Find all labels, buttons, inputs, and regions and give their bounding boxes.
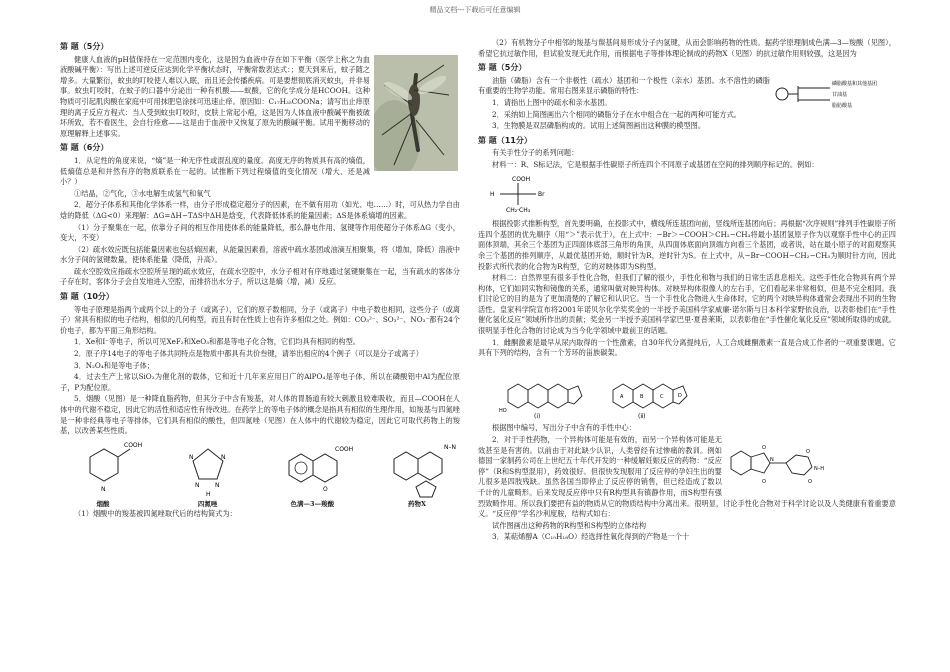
nicotinic-acid-label: 烟酸 — [96, 499, 110, 508]
tetrazole-icon — [165, 439, 251, 499]
molecule-structures — [60, 439, 460, 510]
question-2-title: 第 题（6分） — [60, 143, 109, 153]
svg-text:O: O — [762, 445, 766, 452]
nicotinic-acid-structure — [60, 439, 146, 510]
q4-text-c: 显示磷脂的特性： — [585, 86, 644, 96]
svg-text:N: N — [770, 457, 774, 464]
q5-paragraph-8: 3．某萜烯醇A（C₁₀H₁₈O）经选择性氧化得到的产物是一个十 — [492, 532, 690, 542]
left-column — [60, 38, 460, 521]
drug-x-label: 药物X — [407, 499, 426, 508]
q4-paragraph-4: 3．生物膜是双层磷脂构成的。试用上述简图画出这种膜的模型图。 — [492, 121, 706, 131]
svg-text:N: N — [220, 453, 226, 461]
q2-paragraph-4: （1）分子聚集在一起，依靠分子间的相互作用使体系的能量降低，那么静电作用、氢键等作用使超分子体系ΔG（变小，变大，不变） — [60, 222, 460, 243]
question-4-title: 第 题（5分） — [478, 63, 527, 73]
steroid-ho: HO — [499, 407, 507, 414]
q3-paragraph-4: 3．N₂O₄和是等电子体； — [74, 360, 155, 370]
chroman-acid-label: 色满—3—羧酸 — [290, 499, 335, 508]
chroman-acid-structure — [269, 439, 355, 510]
drug-x-icon — [374, 439, 460, 499]
q4-paragraph-2: 1．请指出上图中的疏水和亲水基团。 — [492, 97, 612, 107]
q5-paragraph-6: 2．对于手性药物，一个异构体可能是有效的，而另一个异构体可能是无效甚至是有害的。以前由于对此缺少认识，人类曾经有过惨痛的教训。例如德国一家制药公司在上世纪五十年代开发的一种缓解妊娠反应的药物：“反应停”（R和S构型混用），药效很好。但很快发现服用了反应停的孕妇生出的婴儿很多是四肢残缺。虽然各国当即停止了反应停的销售，但已经造成了数以千计的儿童畸形。后来发现反应停中只有R构型具有镇静作用，而S构型有强烈致畸作用。所以我们要把有益的物质从它的物质结构中分离出来。很明显，讨论手性化合物对于科学讨论以及人类健康有着重要意义。“反应停”学名沙利度胺，结构式如右： — [478, 435, 896, 519]
phospholipid-diagram — [774, 76, 894, 114]
q5-intro: 有关手性分子的系列问题： — [492, 148, 579, 158]
drug-x-structure — [374, 439, 460, 510]
svg-text:N: N — [188, 453, 194, 461]
q3-paragraph-3: 2．原子序14电子的等电子体共同特点是物质中都具有共价叁键，请举出相应的4个例子（可以是分子或离子） — [74, 349, 423, 359]
svg-text:N–H: N–H — [814, 466, 824, 473]
q5-material-1: 材料一：R、S标记法，它是根据手性碳原子所连四个不同原子或基团在空间的排列顺序标记的。例如： — [492, 159, 819, 169]
svg-text:COOH: COOH — [335, 445, 354, 453]
lipid-label-glycerol: 甘油基 — [832, 91, 848, 98]
chroman-acid-icon — [269, 439, 355, 499]
q5-paragraph-7: 试作图画出这种药物的R构型和S构型的立体结构 — [492, 520, 647, 530]
q4-paragraph-3: 2．采纳如上简图画出六个相同的磷脂分子在水中组合在一起的两种可能方式。 — [492, 109, 741, 119]
q1-paragraph: 健康人血液的pH值保持在一定范围内变化，这是因为血液中存在如下平衡（医学上称之为血液酸碱平衡）：写出上述可逆反应达到化学平衡状态时，平衡常数表达式：；夏天到来后，蚊子随之增多。大量繁衍，蚊虫的叮咬使人难以入眠，而且还会传播疾病。可是要想彻底消灭蚊虫，并非易事。蚊虫叮咬时，在蚊子的口器中分泌出一种有机酸——蚁酸，它的化学成分是HCOOH。这种物质可引起肌肉酸在家庭中可用抹肥皂涂抹可迅速止痒。原因如：C₁₇H₃₅COONa；请写出止痒原理的离子反应方程式：当人受到蚊虫叮咬时，皮肤上常起小疱，这是因为人体血液中酸碱平衡被破坏所致，若不看医生，会自行痊愈——这是由于血液中又恢复了原先的酸碱平衡。试用平衡移动的原理解释上述事实。 — [60, 54, 370, 138]
q3-paragraph-5: 4．过去生产上常以SiO₂为催化剂的载体，它和近十几年来应用日广的AlPO₄是等电子体，所以在磷酸铝中Al为配位原子，P为配位原。 — [60, 372, 460, 392]
q2-paragraph-2: ①结晶，②气化，③水电解生成氢气和氧气 — [74, 188, 211, 198]
svg-text:O: O — [806, 449, 810, 456]
fischer-projection — [488, 174, 608, 214]
tetrazole-label: 四氮唑 — [197, 499, 218, 508]
svg-text:COOH: COOH — [124, 441, 143, 449]
q3-paragraph-7: （1）烟酸中的羧基被四氮唑取代后的结构简式为： — [74, 509, 237, 519]
q5-paragraph-3: 材料二：自然界里有很多手性化合物，但我们了解的很少，手性化和物与我们的日常生活息息相关。这些手性化合物具有两个异构体，它们如同实物和镜像的关系，通常叫做对映异构体。对映异构体很像人的左右手，它们看起来非常相似，但是不完全相同。我们讨论它的目的是为了更加清楚的了解它和认识它。当一个手性化合物进入生命体时，它的两个对映异构体通常会表现出不同的生物活性。皇家科学院宣布将2001年诺贝尔化学奖奖金的一半授予美国科学家威廉·诺尔斯与日本科学家野依良治，以表彰他们在“手性催化氢化反应”领域所作出的贡献；奖金另一半授予美国科学家巴里·夏普莱斯，以表彰他在“手性催化氧化反应”领域所取得的成就。很明显手性化合物的讨论成为当今化学领域中最前卫的话题。 — [478, 273, 896, 336]
question-1-title: 第 题（5分） — [60, 42, 109, 51]
q5-paragraph-2: 根据投影式推断构型，首先要明确，在投影式中，横线所连基团向前，竖线所连基团向后；再根据“次序规则”排列手性碳原子所连四个基团的优先顺序（用“＞”表示优于），在上式中：−Br＞−COOH＞CH₂−CH₃将最小基团氢原子作为以观察手性中心的正四面体顶端，其余三个基团为正四面体底部三角形的角顶，从四面体底面向顶端方向看三个基团，或者说，站在最小原子的对面观察其余三个基团的排列顺序，从最优基团开始，顺时针为R，逆时针为S。在上式中，从−Br−COOH−CH₂−CH₃为顺时针方向，因此投影式所代表的化合物为R构型，它的对映体即为S构型。 — [478, 219, 896, 271]
mosquito-photo — [374, 55, 458, 171]
page-header: 精品文档---下载后可任意编辑 — [429, 6, 521, 14]
ring-c: C — [660, 393, 664, 400]
mosquito-icon — [374, 55, 458, 171]
phospholipid-icon — [774, 76, 894, 114]
question-3-title: 第 题（10分） — [60, 292, 114, 302]
steroid-label-ii: (ⅱ) — [638, 412, 646, 420]
formula-left: H — [490, 190, 495, 198]
right-column — [478, 38, 896, 544]
q3-paragraph-6: 5．烟酸（见图）是一种降血脂药物，但其分子中含有羧基，对人体的胃肠道有较大刺激且较难吸收，而且—COOH在人体中的代谢不稳定，因此它的活性和适应性有待改进。在药学上的等电子体的概念是指具有相似的生理作用，如羧基与四氮唑是一种非经典等电子等排体，它们具有相似的酸性，但四氮唑（见图）在人体中的代谢较为稳定，因此它可取代药物上的羧基，以改善某些性质。 — [60, 394, 460, 436]
q2-paragraph-1: 1．从定性的角度来说，“熵”是一种无序性或混乱度的量度。高度无序的物质具有高的熵值，低熵值总是和井然有序的物质联系在一起的。试推断下列过程熵值的变化情况（增大、还是减小？） — [60, 155, 370, 187]
q3-paragraph-1: 等电子原理是指两个或两个以上的分子（或离子），它们的原子数相同，分子（或离子）中电子数也相同，这些分子（或离子）常具有相似的电子结构，相似的几何构型，而且有时在性质上也有许多相似之处。例如：CO₃²⁻、SO₃²⁻、NO₃⁻都有24个价电子，都为平面三角形结构。 — [60, 304, 460, 335]
q4-text-a: 油脂（磷脂）含有一个非极性（疏水）基团 — [492, 75, 632, 85]
svg-text:N: N — [101, 485, 106, 493]
svg-text:N: N — [194, 481, 200, 489]
ring-d: D — [678, 392, 682, 399]
tetrazole-structure — [165, 439, 251, 510]
lipid-label-tail: 脂肪酸基 — [832, 102, 853, 109]
estrone-structures — [498, 360, 698, 420]
ring-b: B — [640, 393, 644, 400]
nicotinic-acid-icon — [60, 439, 146, 499]
q3-paragraph-2: 1．Xe和I⁻等电子，所以可见XeF₂和XeO₃和都是等电子化合物，它们均具有相同的构型。 — [74, 337, 360, 347]
q4-text-b: 和一个极性（亲水）基团。水不溶性的磷脂有重要的生物学功能。常用右图来 — [478, 75, 770, 96]
q2-paragraph-3: 2．超分子体系和其他化学体系一样，由分子形成稳定超分子的因素，在不做有用功（如光、电……）时，可从热力学自由焓的降低（ΔG<0）来理解：ΔG=ΔH−TΔS中ΔH是焓变，代表降低体系的能量因素；ΔS是体系熵增的因素。 — [60, 200, 460, 220]
ring-a: A — [620, 393, 624, 400]
right-top-paragraph: （2）有机物分子中相邻的羧基与羰基间易形成分子内氢键，从而会影响药物的性质。据药学原理制成色满—3—羧酸（见图），希望它抗过敏作用，但试验发现无此作用，而根据电子等排体理论制成的药物X（见图）的抗过敏作用则较强，这是因为 — [478, 38, 896, 58]
formula-top: COOH — [512, 175, 531, 183]
thalidomide-structure — [726, 437, 846, 489]
q2-paragraph-6: 疏水空腔效应指疏水空腔所呈现的疏水效应，在疏水空腔中，水分子相对有序地通过氢键聚集在一起，当有疏水的客体分子存在时，客体分子会自发地进入空腔，而排挤出水分子，所以这是熵（增，减）反应。 — [60, 266, 460, 287]
formula-right: Br — [538, 190, 545, 198]
q5-paragraph-5: 根据图中编号，写出分子中含有的手性中心： — [492, 423, 636, 433]
question-5-title: 第 题（11分） — [478, 135, 532, 145]
svg-text:O: O — [323, 485, 329, 493]
svg-text:O: O — [762, 479, 766, 486]
q5-paragraph-4: 1．雌酮激素是最早从尿内取得的一个性激素，自30年代分离提纯后，人工合成雌酮激素一直是合成工作者的一项重要课题。它具有下列的结构，含有一个芳环的甾族碳架。 — [478, 337, 896, 358]
lipid-label-head: 磷脂酸基和其他基团 — [832, 80, 878, 87]
steroid-label-i: (ⅰ) — [534, 412, 541, 420]
svg-text:O: O — [808, 479, 812, 486]
svg-text:N: N — [214, 481, 220, 489]
formula-bottom: CH₂·CH₃ — [506, 206, 531, 214]
svg-text:H: H — [205, 490, 211, 498]
q2-paragraph-5: （2）疏水效应既包括能量因素也包括熵因素，从能量因素看，溶液中疏水基团或油滴互相聚集，将（增加，降低）溶液中水分子间的氢键数量，使体系能量（降低，升高）。 — [60, 244, 460, 265]
svg-text:N–N: N–N — [443, 443, 456, 451]
